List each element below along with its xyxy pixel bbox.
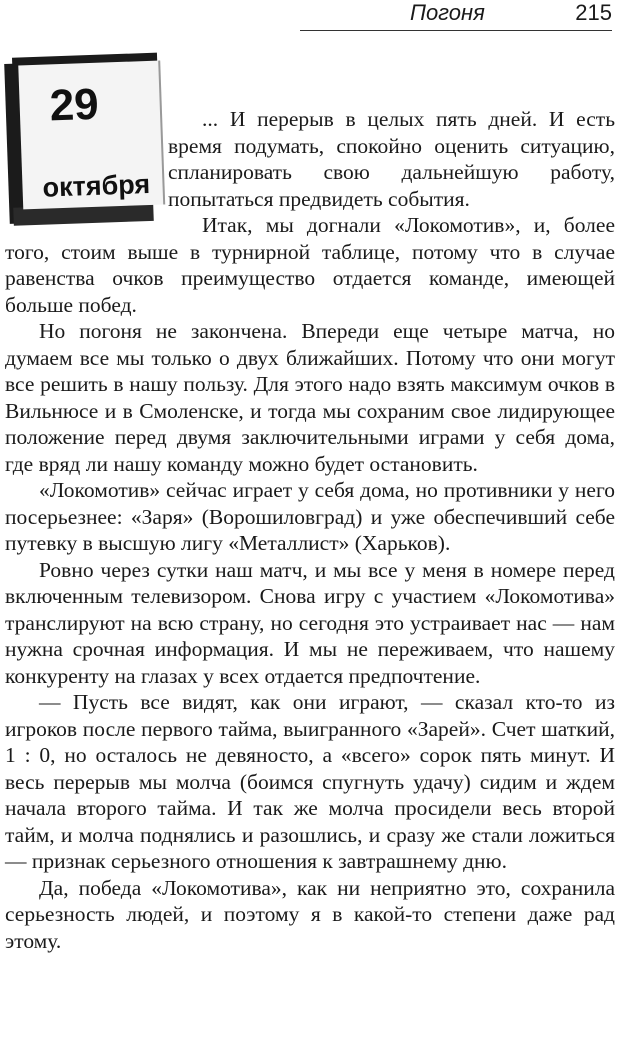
running-head bbox=[300, 0, 612, 31]
paragraph: ... И перерыв в целых пять дней. И есть время подумать, спокойно оценить ситуацию, спланировать свою дальнейшую работу, попытаться предвидеть события. bbox=[168, 107, 615, 211]
paragraph: Но погоня не закончена. Впереди еще четыре матча, но думаем все мы только о двух ближайших. Потому что они могут все решить в нашу пользу. Для этого надо взять максимум очков в Вильнюсе и в Смоленске, и тогда мы сохраним свое лидирующее положение перед двумя заключительными играми у себя дома, где вряд ли нашу команду можно будет остановить. bbox=[5, 319, 615, 476]
chapter-title: Погоня bbox=[410, 0, 485, 25]
body-text bbox=[5, 106, 615, 954]
date-day: 29 bbox=[48, 79, 100, 131]
paragraph: «Локомотив» сейчас играет у себя дома, но противники у него посерьезнее: «Заря» (Ворошиловград) и уже обеспечивший себе путевку в высшую лигу «Металлист» (Харьков). bbox=[5, 478, 615, 555]
paragraph: Ровно через сутки наш матч, и мы все у меня в номере перед включенным телевизором. Снова игру с участием «Локомотива» транслируют на всю страну, но сегодня это устраивает нас — нам нужна срочная информация. И мы не переживаем, что нашему конкуренту на глазах у всех отдается предпочтение. bbox=[5, 557, 615, 688]
page-number: 215 bbox=[575, 0, 612, 25]
date-month: октября bbox=[42, 168, 151, 203]
paragraph: Да, победа «Локомотива», как ни неприятно это, сохранила серьезность людей, и поэтому я в какой-то степени даже рад этому. bbox=[5, 875, 615, 953]
paragraph: Итак, мы догнали «Локомотив», и, более того, стоим выше в турнирной таблице, потому что в случае равенства очков преимущество отдается команде, имеющей больше побед. bbox=[5, 213, 615, 317]
date-stamp-wrap-space bbox=[5, 106, 168, 238]
paragraph: — Пусть все видят, как они играют, — сказал кто-то из игроков после первого тайма, выигранного «Зарей». Счет шаткий, 1 : 0, но осталось не девяносто, а «всего» сорок пять минут. И весь перерыв мы молча (боимся спугнуть удачу) сидим и ждем начала второго тайма. И так же молча просидели весь второй тайм, и молча поднялись и разошлись, и сразу же стали ложиться — признак серьезного отношения к завтрашнему дню. bbox=[5, 690, 615, 873]
